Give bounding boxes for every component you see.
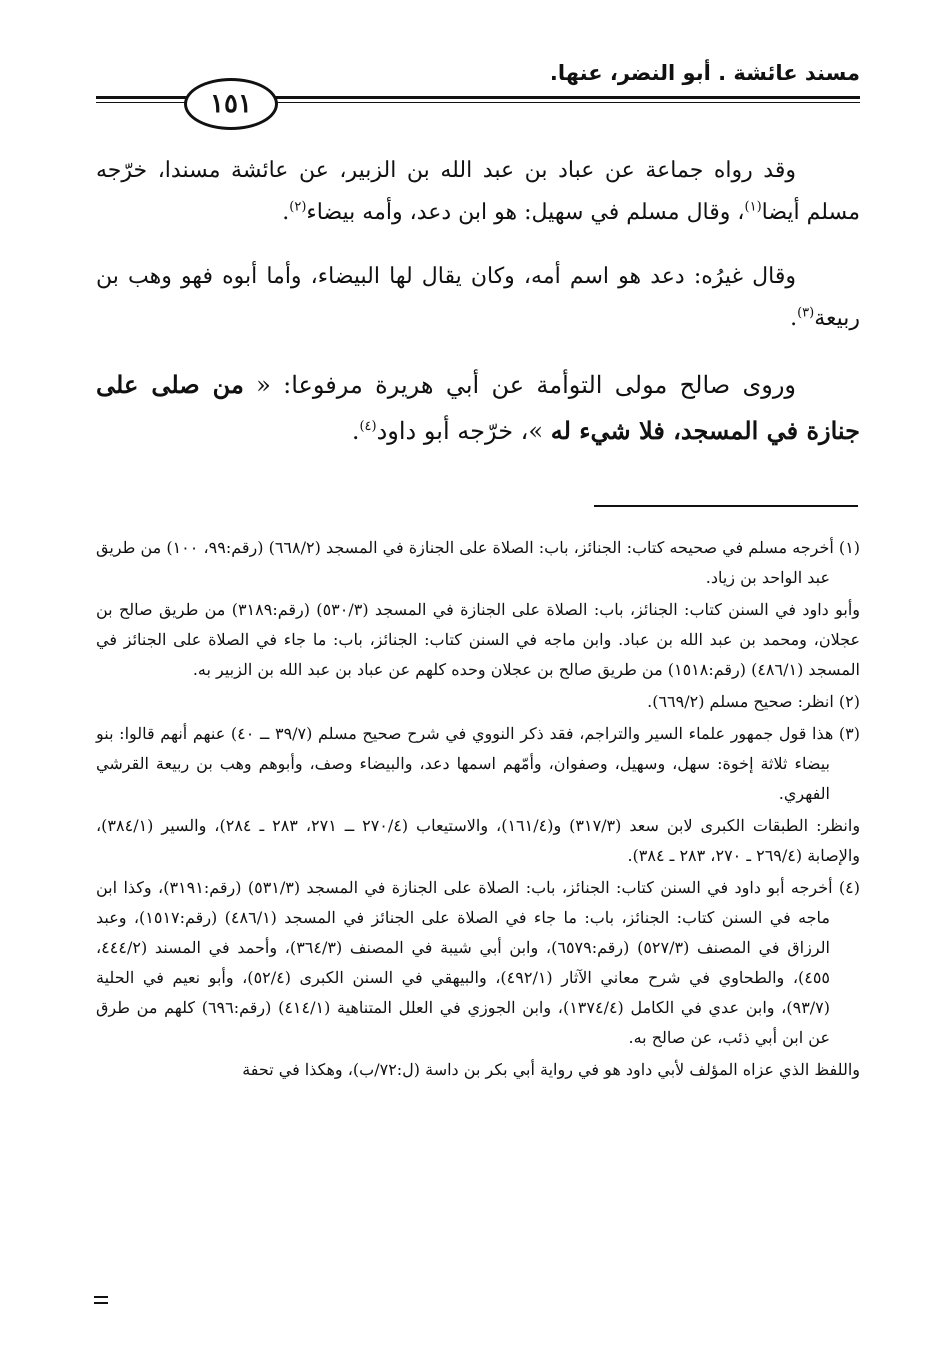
page-header <box>96 52 860 132</box>
footnote-3-continued: وانظر: الطبقات الكبرى لابن سعد (٣١٧/٣) و(١٦١/٤)، والاستيعاب (٢٧٠/٤ ــ ٢٧١، ٢٨٣ ـ ٢٨٤)، والسير (٣٨٤/١)، والإصابة (٢٦٩/٤ ـ ٢٧٠، ٢٨٣ ـ ٣٨٤). <box>96 816 861 865</box>
footnote-2: (٢) انظر: صحيح مسلم (٦٦٩/٢). <box>647 692 860 711</box>
footnote-3: (٣) هذا قول جمهور علماء السير والتراجم، فقد ذكر النووي في شرح صحيح مسلم (٣٩/٧ ــ ٤٠) عنهم أنهم قالوا: بنو بيضاء ثلاثة إخوة: سهل، وسهيل، وصفوان، وأمّهم اسمها دعد، والبيضاء وصف، وأبوهم وهب بن ربيعة القرشي الفهري. <box>96 724 861 803</box>
footnote-4-continued: واللفظ الذي عزاه المؤلف لأبي داود هو في رواية أبي بكر بن داسة (ل:٧٢/ب)، وهكذا في تحفة <box>242 1060 860 1079</box>
hadith-text: من صلى على جنازة في المسجد، فلا شيء له <box>96 370 860 445</box>
footnote-4: (٤) أخرجه أبو داود في السنن كتاب: الجنائز، باب: الصلاة على الجنازة في المسجد (٥٣١/٣) (رقم:٣١٩١)، وكذا ابن ماجه في السنن كتاب: الجنائز، باب: ما جاء في الصلاة على الجنائز في المسجد (٤٨٦/١) (رقم:١٥١٧)، وعبد الرزاق في المصنف (٥٢٧/٣) (رقم:٦٥٧٩)، وابن أبي شيبة في المصنف (٣٦٤/٣)، وأحمد في المسند (٤٤٤/٢، ٤٥٥)، والطحاوي في شرح معاني الآثار (٤٩٢/١)، والبيهقي في السنن الكبرى (٥٢/٤)، وأبو نعيم في الحلية (٩٣/٧)، وابن عدي في الكامل (١٣٧٤/٤)، وابن الجوزي في العلل المتناهية (٤١٤/١) (رقم:٦٩٦) كلهم من طرق عن ابن أبي ذئب، عن صالح به. <box>96 878 860 1047</box>
paragraph-2: وقال غيرُه: دعد هو اسم أمه، وكان يقال لها البيضاء، وأما أبوه فهو وهب بن ربيعة$^{(٣)}$. <box>96 264 860 331</box>
continuation-mark <box>94 1296 108 1304</box>
footnote-ref-1: (١) <box>744 199 762 215</box>
footnote-separator <box>594 505 858 507</box>
paragraph-1: وقد رواه جماعة عن عباد بن عبد الله بن الزبير، عن عائشة مسندا، خرّجه مسلم أيضا$^{(١)}$، وقال مسلم في سهيل: هو ابن دعد، وأمه بيضاء$^{(٢)}$. <box>96 158 860 225</box>
running-title: مسند عائشة . أبو النضر، عنها. <box>549 61 860 85</box>
footnote-ref-3: (٣) <box>797 305 815 321</box>
main-text <box>96 150 860 476</box>
paragraph-3: وروى صالح مولى التوأمة عن أبي هريرة مرفوعا: « من صلى على جنازة في المسجد، فلا شيء له »، خرّجه أبو داود$^{(٤)}$. <box>96 370 860 445</box>
footnote-1-continued: وأبو داود في السنن كتاب: الجنائز، باب: الصلاة على الجنازة في المسجد (٥٣٠/٣) (رقم:٣١٨٩) من طريق صالح بن عجلان، ومحمد بن عبد الله بن عباد. وابن ماجه في السنن كتاب: الجنائز، باب: ما جاء في الصلاة على الجنائز في المسجد (٤٨٦/١) (رقم:١٥١٨) من طريق صالح بن عجلان وحده كلهم عن عباد بن عبد الله بن الزبير به. <box>96 600 861 679</box>
footnote-ref-2: (٢) <box>289 199 307 215</box>
page-number: ١٥١ <box>184 78 278 130</box>
footnotes <box>96 533 860 1087</box>
footnote-ref-4: (٤) <box>359 419 377 434</box>
footnote-1: (١) أخرجه مسلم في صحيحه كتاب: الجنائز، باب: الصلاة على الجنازة في المسجد (٦٦٨/٢) (رقم:٩٩، ١٠٠) من طريق عبد الواحد بن زياد. <box>96 538 861 587</box>
